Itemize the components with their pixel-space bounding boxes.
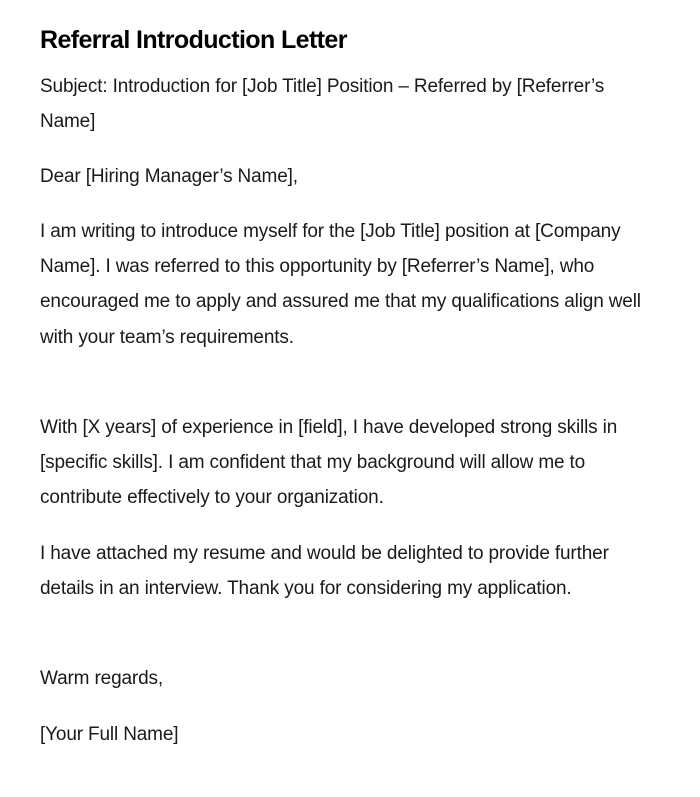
body-paragraph-closing-remarks: I have attached my resume and would be delighted to provide further details in an interview. Thank you for considering my application. [40, 543, 609, 600]
subject-line: Subject: Introduction for [Job Title] Position – Referred by [Referrer’s Name] [40, 76, 605, 133]
closing-salutation: Warm regards, [40, 668, 163, 689]
greeting: Dear [Hiring Manager’s Name], [40, 166, 298, 187]
body-paragraph-introduction: I am writing to introduce myself for the [Job Title] position at [Company Name]. I was referred to this opportunity by [Referrer’s Name], who encouraged me to apply and assured me that my qualifications align well with your team’s requirements. [40, 221, 641, 348]
document-title: Referral Introduction Letter [40, 26, 347, 54]
body-paragraph-experience: With [X years] of experience in [field], I have developed strong skills in [specific skills]. I am confident that my background will allow me to contribute effectively to your organization. [40, 417, 618, 509]
signature-name: [Your Full Name] [40, 724, 179, 745]
